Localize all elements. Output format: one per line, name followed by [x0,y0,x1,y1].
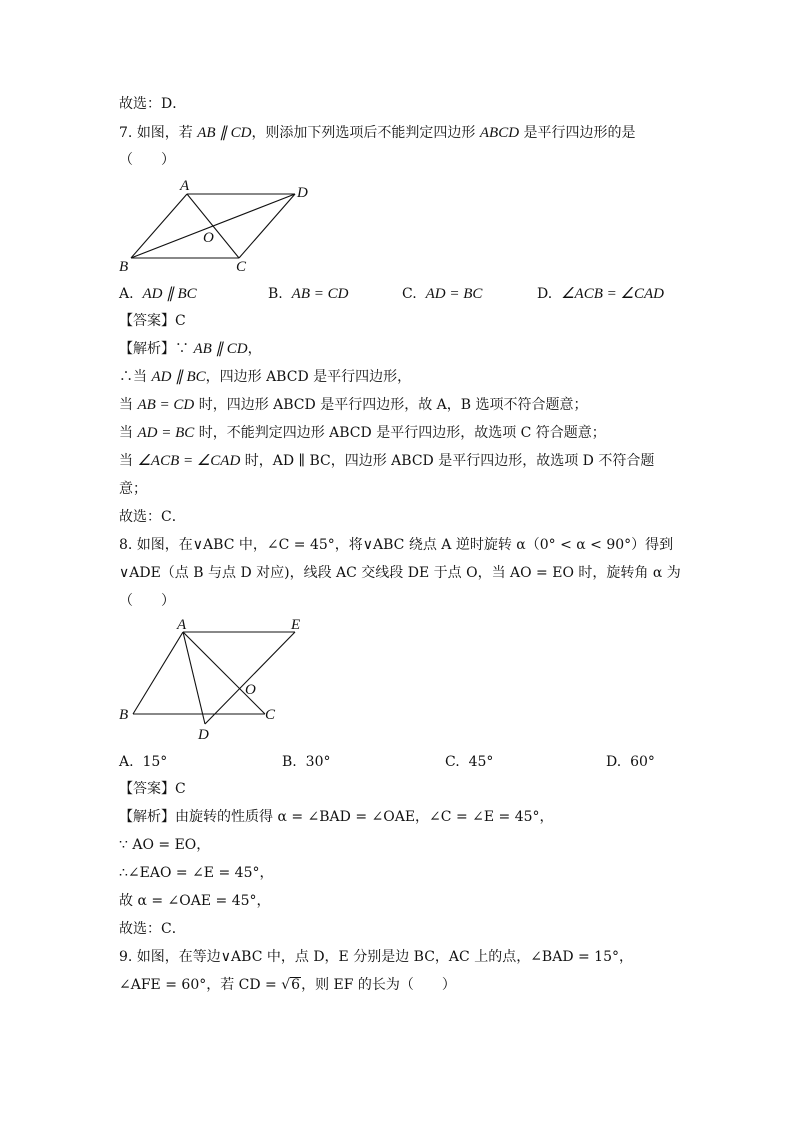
q7-analysis-5-post: 时，AD ∥ BC，四边形 ABCD 是平行四边形，故选项 D 不符合题 [240,453,655,469]
q8-option-d-letter: D. [606,754,622,770]
q7-label-D: D [297,185,308,201]
q7-option-a-content: AD ∥ BC [142,286,197,302]
q8-option-a[interactable] [119,752,167,772]
q7-answer-tag: 【答案】 [119,313,175,329]
q7-analysis-2-post: ，四边形 ABCD 是平行四边形， [205,369,412,385]
q7-analysis-2-pre: ∴当 [119,369,152,385]
q7-analysis-line-6: 意； [119,481,147,497]
q8-analysis-line-1 [119,807,554,827]
q8-option-c-letter: C. [445,754,460,770]
q7-analysis-5-math: ∠ACB = ∠CAD [137,453,241,469]
q7-option-a-letter: A. [119,286,134,302]
q8-option-d-content: 60° [630,754,655,770]
q7-analysis-3-math: AB = CD [137,397,195,413]
q7-analysis-3-post: 时，四边形 ABCD 是平行四边形，故 A，B 选项不符合题意； [194,397,588,413]
q9-stem-line-2-b: ，则 EF 的长为（ ） [301,977,456,993]
q7-text-c: 是平行四边形的是 [519,125,636,141]
q7-analysis-2-math: AD ∥ BC [151,369,206,385]
q8-rotation-figure [115,612,315,744]
q8-option-b-content: 30° [305,754,331,770]
previous-conclusion: 故选：D． [119,96,187,112]
q8-label-C: C [265,707,276,723]
q8-label-E: E [291,617,301,633]
q7-text-b: ，则添加下列选项后不能判定四边形 [251,125,480,141]
q8-segment-AC [183,632,265,714]
q7-analysis-tag: 【解析】 [119,341,175,357]
q7-parallelogram-figure [115,175,315,275]
q7-segment-CD [239,194,295,258]
q8-analysis-first: 由旋转的性质得 α = ∠BAD = ∠OAE，∠C = ∠E = 45°， [175,809,554,825]
q7-label-C: C [236,259,247,275]
q8-answer-bracket: （ ） [119,593,175,609]
q8-option-a-letter: A. [119,754,134,770]
q9-stem-line-1: 9. 如图，在等边∨ABC 中，点 D，E 分别是边 BC，AC 上的点，∠BAD = 15°， [119,949,633,965]
q7-label-O: O [203,230,214,246]
q7-analysis-line-2 [119,367,411,387]
q7-answer-value: C [175,313,186,329]
q7-analysis-1-math: AB ∥ CD [193,341,248,357]
q7-analysis-5-pre: 当 [119,453,138,469]
q8-option-a-content: 15° [142,754,168,770]
q7-conclusion: 故选：C． [119,509,186,525]
q7-answer-bracket: （ ） [119,152,175,168]
q7-option-d-letter: D. [537,286,553,302]
q8-answer [119,779,186,799]
q7-diagonal-BD [131,194,295,258]
q7-number: 7. [119,125,137,141]
q9-sqrt-value: 6 [291,977,301,993]
q7-label-B: B [119,259,129,275]
q7-analysis-4-math: AD = BC [137,425,195,441]
q7-analysis-line-5 [119,451,654,471]
q7-option-d-content: ∠ACB = ∠CAD [561,286,664,302]
q9-stem-line-2 [119,975,456,995]
q7-option-b[interactable] [268,284,348,304]
q7-option-b-letter: B. [268,286,283,302]
q7-option-a[interactable] [119,284,197,304]
q8-label-B: B [119,707,129,723]
q8-label-O: O [245,682,256,698]
q8-option-b[interactable] [282,752,330,772]
q7-option-c-letter: C. [402,286,417,302]
q7-shape: ABCD [479,125,520,141]
q7-analysis-line-1 [119,339,262,359]
q7-figure-lines [131,194,295,258]
q7-analysis-4-pre: 当 [119,425,138,441]
q7-analysis-1-post: ， [247,341,262,357]
q7-analysis-4-post: 时，不能判定四边形 ABCD 是平行四边形，故选项 C 符合题意； [194,425,606,441]
q8-stem-line-1: 8. 如图，在∨ABC 中，∠C = 45°，将∨ABC 绕点 A 逆时旋转 α（0° < α < 90°）得到 [119,537,674,553]
q7-answer [119,311,186,331]
q8-label-A: A [177,617,187,633]
q8-analysis-line-3: ∴∠EAO = ∠E = 45°， [119,865,274,881]
q8-segment-AD [183,632,205,724]
q7-condition: AB ∥ CD [197,125,252,141]
q8-option-c-content: 45° [468,754,494,770]
q7-analysis-1-pre: ∵ [175,341,194,357]
q7-text-a: 如图，若 [136,125,198,141]
q8-segment-DE [205,632,295,724]
q7-option-c[interactable] [402,284,482,304]
q7-option-b-content: AB = CD [291,286,349,302]
q7-analysis-line-4 [119,423,606,443]
q8-analysis-line-2: ∵ AO = EO， [119,837,211,853]
q8-conclusion: 故选：C． [119,921,186,937]
q8-answer-tag: 【答案】 [119,781,175,797]
q8-analysis-line-4: 故 α = ∠OAE = 45°， [119,893,271,909]
q7-label-A: A [180,178,190,194]
q8-label-D: D [198,727,209,743]
q8-stem-line-2: ∨ADE（点 B 与点 D 对应)，线段 AC 交线段 DE 于点 O，当 AO = EO 时，旋转角 α 为 [119,565,681,581]
q8-segment-AB [133,632,183,714]
sqrt-icon: √ [281,977,291,993]
q7-option-d[interactable] [537,284,664,304]
q7-option-c-content: AD = BC [425,286,483,302]
q8-analysis-tag: 【解析】 [119,809,175,825]
q7-analysis-3-pre: 当 [119,397,138,413]
q8-answer-value: C [175,781,186,797]
q8-option-d[interactable] [606,752,655,772]
q7-stem [119,123,636,143]
q9-stem-line-2-a: ∠AFE = 60°，若 CD = [119,977,282,993]
q7-analysis-line-3 [119,395,588,415]
q8-option-c[interactable] [445,752,493,772]
q8-option-b-letter: B. [282,754,297,770]
q7-segment-AB [131,194,187,258]
